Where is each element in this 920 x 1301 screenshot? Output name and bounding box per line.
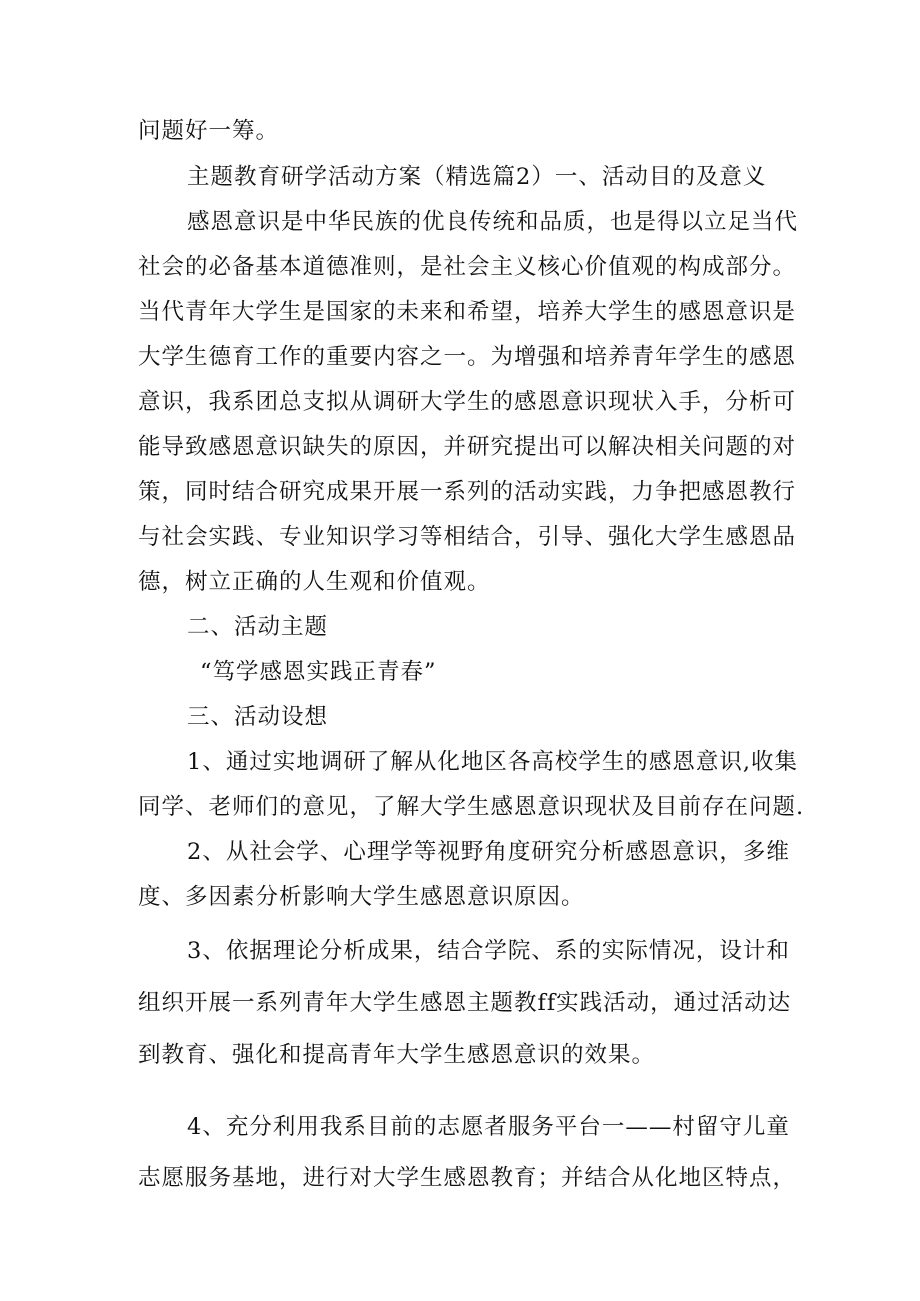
paragraph-line: 与社会实践、专业知识学习等相结合，引导、强化大学生感恩品 [138, 524, 797, 550]
list-item-line: 度、多因素分析影响大学生感恩意识原因。 [138, 884, 585, 910]
paragraph-line: 当代青年大学生是国家的未来和希望，培养大学生的感恩意识是 [138, 299, 797, 325]
section-heading: 三、活动设想 [187, 704, 329, 730]
paragraph-line: 社会的必备基本道德准则，是社会主义核心价值观的构成部分。 [138, 254, 797, 280]
list-item-line: 同学、老师们的意见，了解大学生感恩意识现状及目前存在问题. [138, 794, 805, 820]
list-item-line: 4、充分利用我系目前的志愿者服务平台一——村留守儿童 [187, 1114, 790, 1140]
paragraph-line: 德，树立正确的人生观和价值观。 [138, 569, 491, 595]
list-item-line: 到教育、强化和提高青年大学生感恩意识的效果。 [138, 1042, 656, 1068]
text-line: 问题好一筹。 [138, 118, 280, 144]
section-heading: 主题教育研学活动方案（精选篇2）一、活动目的及意义 [187, 164, 767, 190]
list-item-line: 1、通过实地调研了解从化地区各高校学生的感恩意识,收集 [187, 749, 798, 775]
paragraph-line: 大学生德育工作的重要内容之一。为增强和培养青年学生的感恩 [138, 344, 797, 370]
list-item-line: 3、依据理论分析成果，结合学院、系的实际情况，设计和 [187, 938, 790, 964]
paragraph-line: 意识，我系团总支拟从调研大学生的感恩意识现状入手，分析可 [138, 389, 797, 415]
list-item-line: 2、从社会学、心理学等视野角度研究分析感恩意识，多维 [187, 839, 790, 865]
paragraph-line: 感恩意识是中华民族的优良传统和品质，也是得以立足当代 [187, 209, 799, 235]
paragraph-line: 能导致感恩意识缺失的原因，并研究提出可以解决相关问题的对 [138, 434, 797, 460]
list-item-line: 志愿服务基地，进行对大学生感恩教育；并结合从化地区特点， [138, 1165, 797, 1191]
activity-theme: “笃学感恩实践正青春” [200, 659, 437, 685]
list-item-line: 组织开展一系列青年大学生感恩主题教ff实践活动，通过活动达 [138, 990, 792, 1016]
paragraph-line: 策，同时结合研究成果开展一系列的活动实践，力争把感恩教行 [138, 479, 797, 505]
section-heading: 二、活动主题 [187, 614, 329, 640]
